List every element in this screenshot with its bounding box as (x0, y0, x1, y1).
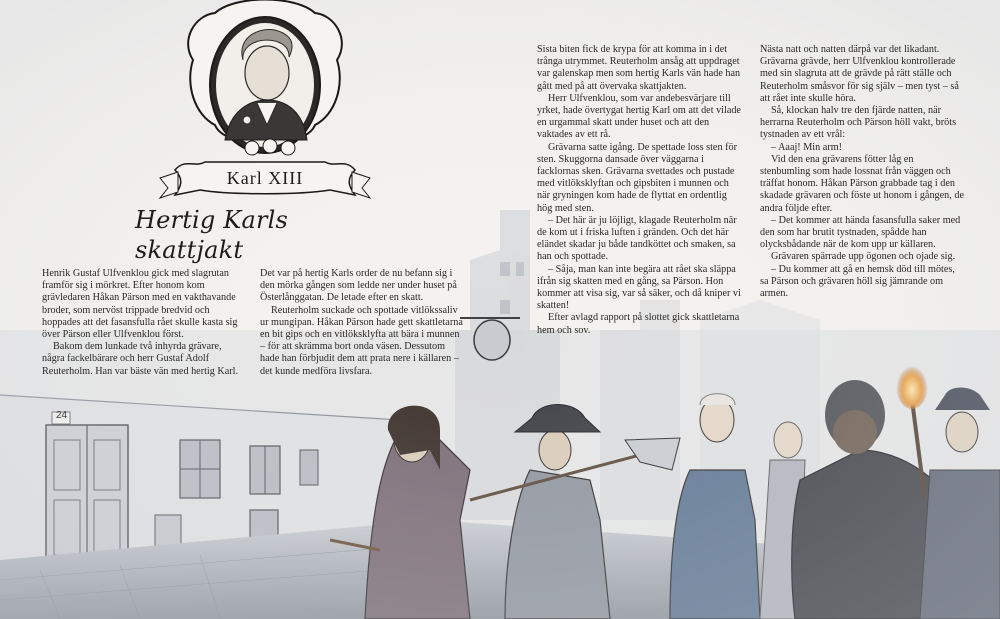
text-column-3 (537, 44, 741, 337)
paragraph: – Aaaj! Min arm! (771, 141, 843, 153)
portrait-name-label: Karl XIII (226, 168, 304, 188)
paragraph: Bakom dem lunkade två inhyrda grävare, några fackelbärare och herr Gustaf Adolf Reuterholm. Han var bäste vän med hertig Karl. (42, 341, 239, 377)
paragraph: Nästa natt och natten därpå var det likadant. Grävarna grävde, herr Ulfvenklou kontrollerade med sin slagruta att de grävde på rätt ställe och Reuterholm småsvor för sig själv – men tyst – så att rået inte skulle höra. (760, 44, 959, 104)
paragraph: Det var på hertig Karls order de nu befann sig i den mörka gången som ledde ner under huset på Österlånggatan. De letade efter en skatt. (260, 268, 457, 304)
paragraph: Sista biten fick de krypa för att komma in i det trånga utrymmet. Reuterholm ansåg att uppdraget var galenskap men som hertig Karls vän hade han gått med på att övervaka skattjakten. (537, 44, 741, 92)
paragraph: Vid den ena grävarens fötter låg en stenbumling som hade lossnat från väggen och träffat honom. Håkan Pärson grabbade tag i den skadade grävaren och föste ut honom i gången, de andra följde efter. (760, 153, 964, 214)
paragraph: Så, klockan halv tre den fjärde natten, när herrarna Reuterholm och Pärson höll vakt, bröts tystnaden av ett vrål: (760, 105, 957, 141)
paragraph: – Du kommer att gå en hemsk död till mötes, sa Pärson och grävaren höll sig jämrande om armen. (760, 263, 955, 300)
paragraph: Grävaren spärrade upp ögonen och ojade sig. (771, 251, 956, 263)
paragraph: Reuterholm suckade och spottade vitlökssaliv ur mungipan. Håkan Pärson hade gett skattletarna en bit gips och en vitlöksklyfta att bära i munnen – för att skrämma bort onda väsen. Dessutom hade han förbjudit dem att prata nere i källaren – det kunde medföra livsfara. (260, 304, 463, 377)
house-number-sign: 24 (56, 410, 68, 421)
chapter-title: Hertig Karls skattjakt (135, 206, 289, 264)
paragraph: – Det kommer att hända fasansfulla saker med den som har brutit tystnaden, spådde han olycksbådande när de kom upp ur källaren. (760, 214, 961, 251)
text-column-2 (260, 268, 465, 378)
paragraph: – Såja, man kan inte begära att rået ska släppa ifrån sig skatten med en gång, sa Pärson. Hon kommer att visa sig, var så säker, och då kniper vi skatten! (537, 263, 741, 312)
paragraph: Grävarna satte igång. De spettade loss sten för sten. Skuggorna dansade över väggarna i facklornas sken. Grävarna svettades och pustade med vitlöksklyftan och gipsbiten i munnen och när gryningen kom hade de flyttat en ordentlig hög med sten. (537, 141, 737, 214)
text-column-4 (760, 44, 965, 300)
paragraph: Henrik Gustaf Ulfvenklou gick med slagrutan framför sig i mörkret. Efter honom kom grävledaren Håkan Pärson med en vakthavande broder, som nervöst trippade bredvid och hoppades att det fasansfulla rået skulle kasta sig över Pärson eller Ulfvenklou först. (42, 268, 238, 341)
paragraph: Herr Ulfvenklou, som var andebesvärjare till yrket, hade övertygat hertig Karl om att det vilade en urgammal skatt under huset och att den vaktades av ett rå. (537, 92, 741, 141)
text-column-1 (42, 268, 242, 378)
paragraph: – Det här är ju löjligt, klagade Reuterholm när de kom ut i friska luften i gränden. Och det här eländet skadar ju både tandköttet och smaken, sa han och spottade. (537, 214, 737, 263)
paragraph: Efter avlagd rapport på slottet gick skattletarna hem och sov. (537, 312, 740, 336)
